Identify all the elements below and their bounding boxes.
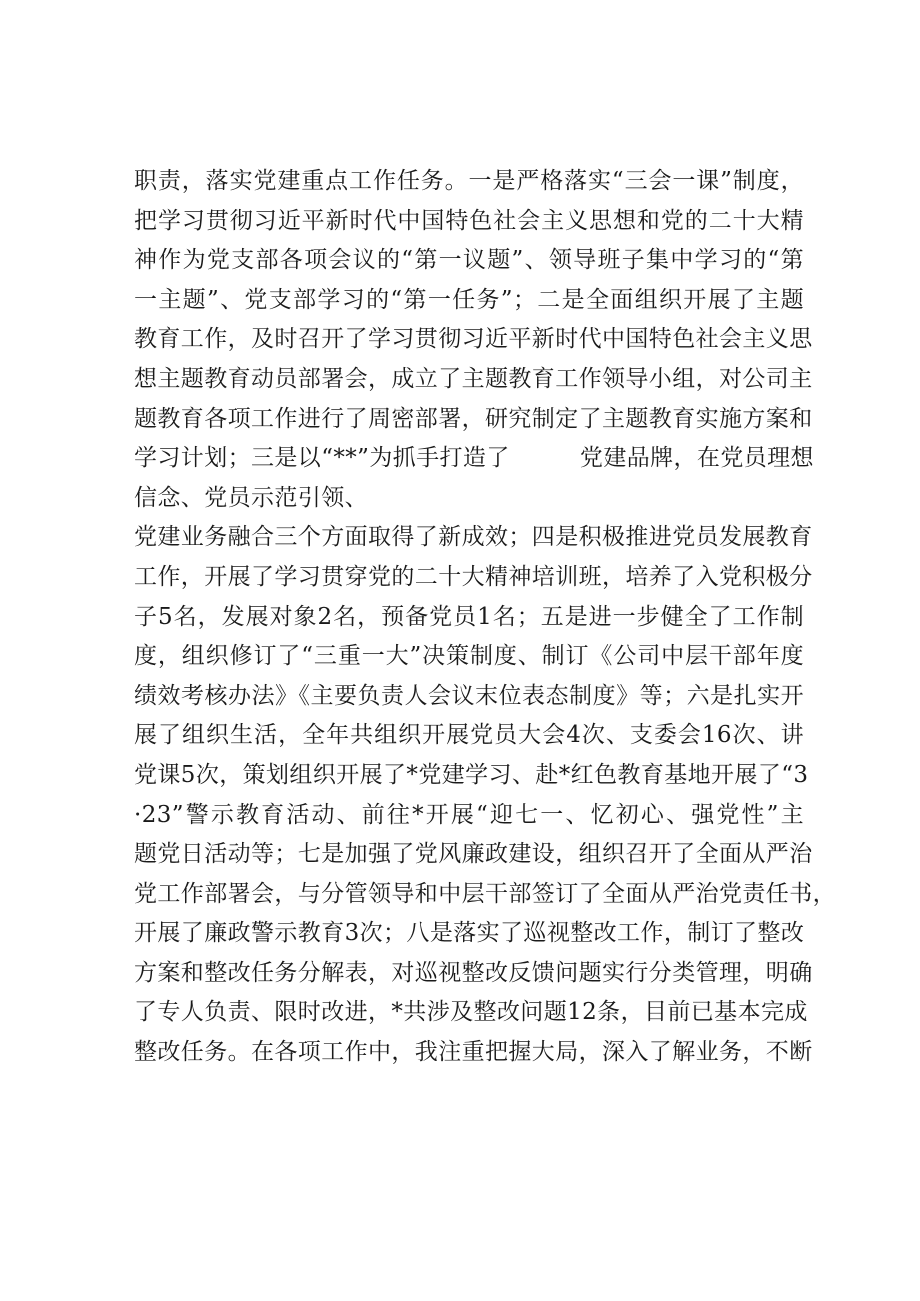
text-line: 绩效考核办法》《主要负责人会议末位表态制度》等；六是扎实开	[134, 682, 804, 709]
text-line: 整改任务。在各项工作中，我注重把握大局，深入了解业务，不断	[134, 1039, 813, 1066]
text-line: 党课5次，策划组织开展了*党建学习、赴*红色教育基地开展了“3	[134, 761, 809, 788]
text-line: 方案和整改任务分解表，对巡视整改反馈问题实行分类管理，明确	[134, 959, 813, 986]
text-line: 展了组织生活，全年共组织开展党员大会4次、支委会16次、讲	[134, 722, 804, 749]
text-line: 学习计划；三是以“**”为抓手打造了 党建品牌，在党员理想	[134, 445, 814, 472]
text-line: 信念、党员示范引领、	[134, 484, 368, 511]
body-paragraph	[134, 162, 836, 1073]
text-line: 题党日活动等；七是加强了党风廉政建设，组织召开了全面从严治	[134, 841, 813, 868]
text-line: 题教育各项工作进行了周密部署，研究制定了主题教育实施方案和	[134, 405, 813, 432]
text-line: 度，组织修订了“三重一大”决策制度、制订《公司中层干部年度	[134, 643, 804, 670]
text-line: 把学习贯彻习近平新时代中国特色社会主义思想和党的二十大精	[134, 207, 804, 234]
text-line: 党建业务融合三个方面取得了新成效；四是积极推进党员发展教育	[134, 524, 813, 551]
text-line: 职责，落实党建重点工作任务。一是严格落实“三会一课”制度，	[134, 168, 804, 194]
text-line: 工作，开展了学习贯穿党的二十大精神培训班，培养了入党积极分	[134, 563, 813, 590]
text-line: ·23”警示教育活动、前往*开展“迎七一、忆初心、强党性”主	[134, 801, 804, 828]
text-line: 子5名，发展对象2名，预备党员1名；五是进一步健全了工作制	[134, 603, 804, 630]
text-line: 一主题”、党支部学习的“第一任务”；二是全面组织开展了主题	[134, 286, 804, 313]
text-line: 教育工作，及时召开了学习贯彻习近平新时代中国特色社会主义思	[134, 326, 813, 353]
text-line: 党工作部署会，与分管领导和中层干部签订了全面从严治党责任书，	[134, 880, 836, 907]
text-line: 想主题教育动员部署会，成立了主题教育工作领导小组，对公司主	[134, 365, 813, 392]
text-line: 神作为党支部各项会议的“第一议题”、领导班子集中学习的“第	[134, 247, 804, 274]
text-line: 开展了廉政警示教育3次；八是落实了巡视整改工作，制订了整改	[134, 920, 805, 947]
text-line: 了专人负责、限时改进，*共涉及整改问题12条，目前已基本完成	[134, 999, 808, 1026]
